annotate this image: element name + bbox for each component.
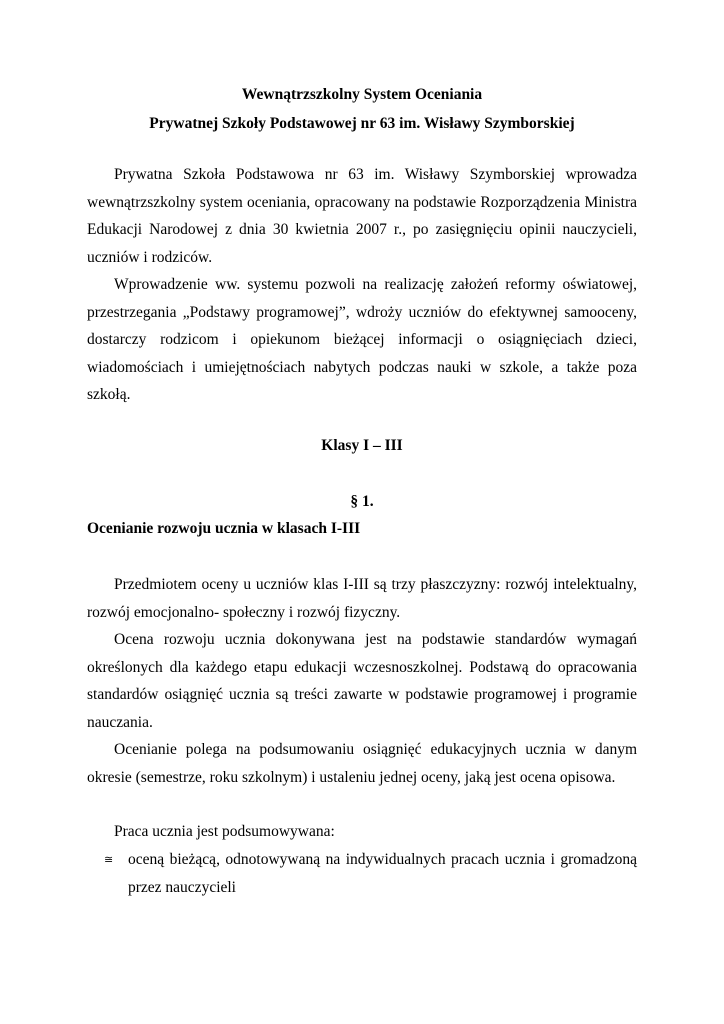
intro-paragraph-2: Wprowadzenie ww. systemu pozwoli na realizację założeń reformy oświatowej, przestrzegania „Podstawy programowej”, wdroży uczniów do efektywnej samooceny, dostarczy rodzicom i opiekunom bieżącej informacji o osiągnięciach dzieci, wiadomościach i umiejętnościach nabytych podczas nauki w szkole, a także poza szkołą. bbox=[87, 276, 637, 403]
section-paragraph-3: Ocenianie polega na podsumowaniu osiągnięć edukacyjnych ucznia w danym okresie (semestrze, roku szkolnym) i ustaleniu jednej oceny, jaką jest ocena opisowa. bbox=[87, 741, 637, 786]
bullet-icon: ≅ bbox=[104, 853, 114, 866]
section-subheading: Ocenianie rozwoju ucznia w klasach I-III bbox=[87, 520, 361, 537]
intro-paragraph-1: Prywatna Szkoła Podstawowa nr 63 im. Wisławy Szymborskiej wprowadza wewnątrzszkolny system oceniania, opracowany na podstawie Rozporządzenia Ministra Edukacji Narodowej z dnia 30 kwietnia 2007 r., po zasięgnięciu opinii nauczycieli, uczniów i rodziców. bbox=[87, 166, 637, 266]
list-item bbox=[104, 846, 637, 901]
document-title-line2: Prywatnej Szkoły Podstawowej nr 63 im. Wisławy Szymborskiej bbox=[149, 115, 575, 132]
classes-heading: Klasy I – III bbox=[321, 437, 403, 454]
section-paragraph-2: Ocena rozwoju ucznia dokonywana jest na podstawie standardów wymagań określonych dla każdego etapu edukacji wczesnoszkolnej. Podstawą do opracowania standardów osiągnięć ucznia są treści zawarte w podstawie programowej i programie nauczania. bbox=[87, 631, 637, 731]
section-paragraph-1: Przedmiotem oceny u uczniów klas I-III są trzy płaszczyzny: rozwój intelektualny, rozwój emocjonalno- społeczny i rozwój fizyczny. bbox=[87, 576, 637, 621]
list-item-text: oceną bieżącą, odnotowywaną na indywidualnych pracach ucznia i gromadzoną przez nauczycieli bbox=[128, 851, 637, 896]
paragraph-mark: § 1. bbox=[350, 493, 374, 510]
document-title-line1: Wewnątrzszkolny System Oceniania bbox=[241, 86, 483, 103]
section-paragraph-4: Praca ucznia jest podsumowywana: bbox=[114, 823, 335, 840]
